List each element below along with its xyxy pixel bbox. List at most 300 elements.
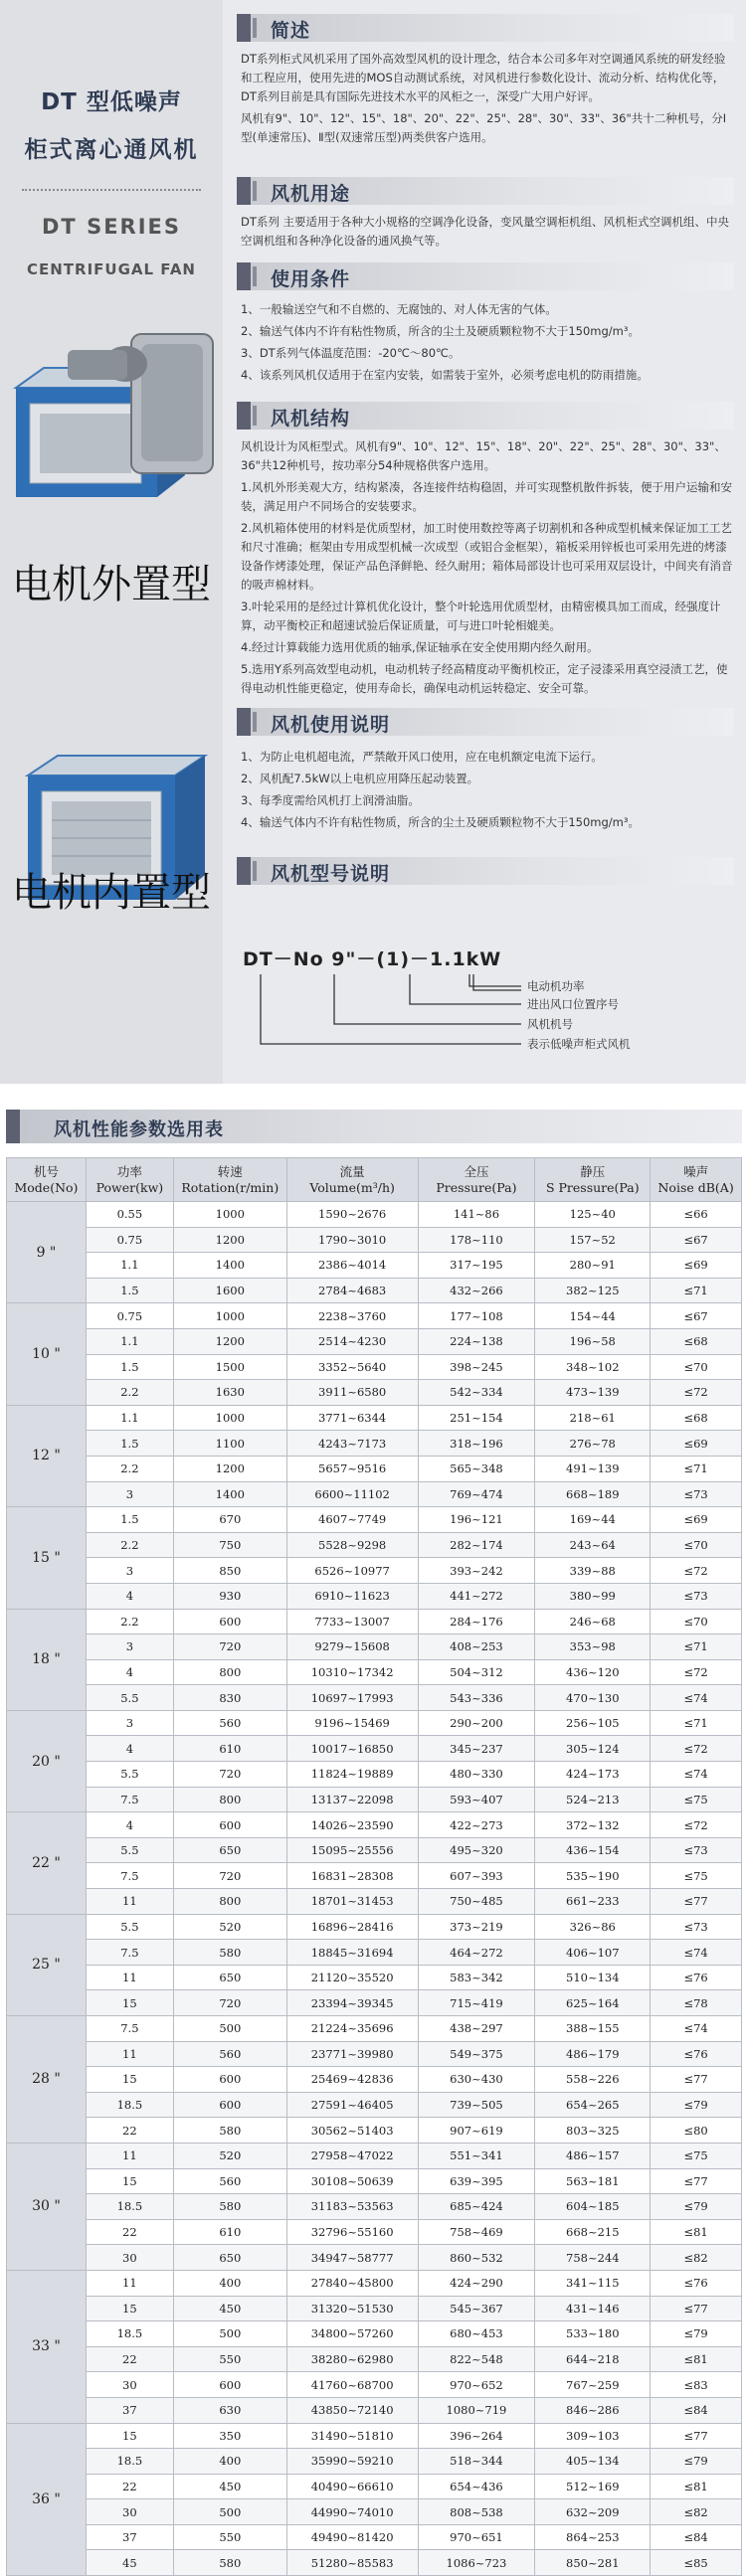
noise-cell: ≤80 (651, 2118, 742, 2144)
model-cell: 18 " (7, 1609, 87, 1710)
volume-cell: 11824~19889 (286, 1762, 418, 1788)
noise-cell: ≤66 (651, 1202, 742, 1228)
static-pressure-cell: 405~134 (535, 2449, 651, 2475)
pressure-cell: 284~176 (418, 1609, 535, 1634)
volume-cell: 5528~9298 (286, 1532, 418, 1558)
static-pressure-cell: 661~233 (535, 1889, 651, 1915)
rotation-cell: 560 (173, 2041, 286, 2067)
model-code-example: DT－No 9"－(1)－1.1kW (243, 948, 502, 970)
power-cell: 30 (86, 2372, 173, 2398)
table-row (7, 1405, 742, 1431)
table-row (7, 1558, 742, 1584)
noise-cell: ≤69 (651, 1431, 742, 1457)
volume-cell: 3911~6580 (286, 1380, 418, 1406)
model-cell: 9 " (7, 1202, 87, 1303)
paragraph: 3.叶轮采用的是经过计算机优化设计，整个叶轮选用优质型材，由精密模具加工而成，经强度计算，动平衡校正和超速试验后保证质量，可与进口叶轮相媲美。 (241, 600, 721, 632)
pressure-cell: 758~469 (418, 2219, 535, 2245)
static-pressure-cell: 169~44 (535, 1507, 651, 1533)
power-cell: 0.75 (86, 1227, 173, 1253)
static-pressure-cell: 372~132 (535, 1812, 651, 1838)
static-pressure-cell: 406~107 (535, 1940, 651, 1966)
volume-cell: 6526~10977 (286, 1558, 418, 1584)
noise-cell: ≤73 (651, 1481, 742, 1507)
noise-cell: ≤75 (651, 1863, 742, 1889)
power-cell: 18.5 (86, 2092, 173, 2118)
pressure-cell: 583~342 (418, 1965, 535, 1990)
table-row (7, 2143, 742, 2168)
table-row (7, 1583, 742, 1609)
power-cell: 22 (86, 2219, 173, 2245)
model-cell: 22 " (7, 1812, 87, 1914)
table-header-row (7, 1158, 742, 1202)
pressure-cell: 1080~719 (418, 2397, 535, 2423)
pressure-cell: 769~474 (418, 1481, 535, 1507)
table-row (7, 1940, 742, 1966)
static-pressure-cell: 280~91 (535, 1253, 651, 1279)
volume-cell: 35990~59210 (286, 2449, 418, 2475)
table-row (7, 2449, 742, 2475)
caption-internal-motor: 电机内置型 (12, 870, 211, 916)
noise-cell: ≤71 (651, 1456, 742, 1481)
table-row (7, 1303, 742, 1329)
noise-cell: ≤69 (651, 1507, 742, 1533)
power-cell: 3 (86, 1558, 173, 1584)
static-pressure-cell: 491~139 (535, 1456, 651, 1481)
static-pressure-cell: 382~125 (535, 1278, 651, 1303)
static-pressure-cell: 305~124 (535, 1736, 651, 1762)
power-cell: 22 (86, 2346, 173, 2372)
static-pressure-cell: 218~61 (535, 1405, 651, 1431)
rotation-cell: 610 (173, 1736, 286, 1762)
pressure-cell: 317~195 (418, 1253, 535, 1279)
volume-cell: 25469~42836 (286, 2067, 418, 2093)
rotation-cell: 560 (173, 2168, 286, 2194)
pressure-cell: 607~393 (418, 1863, 535, 1889)
rotation-cell: 930 (173, 1583, 286, 1609)
volume-cell: 4243~7173 (286, 1431, 418, 1457)
power-cell: 1.5 (86, 1354, 173, 1380)
volume-cell: 21120~35520 (286, 1965, 418, 1990)
caption-external-motor: 电机外置型 (12, 562, 211, 607)
volume-cell: 18845~31694 (286, 1940, 418, 1966)
volume-cell: 1590~2676 (286, 1202, 418, 1228)
volume-cell: 13137~22098 (286, 1787, 418, 1812)
rotation-cell: 720 (173, 1990, 286, 2016)
paragraph: DT系列 主要适用于各种大小规格的空调净化设备，变风量空调柜机组、风机柜式空调机组、中央空调机组和各种净化设备的通风换气等。 (241, 215, 730, 248)
static-pressure-cell: 276~78 (535, 1431, 651, 1457)
paragraph: 5.选用Y系列高效型电动机，电动机转子经高精度动平衡机校正，定子浸漆采用真空浸渍工艺，使得电动机性能更稳定，使用寿命长，确保电动机运转稳定、安全可靠。 (241, 662, 728, 695)
model-cell: 10 " (7, 1303, 87, 1405)
power-cell: 11 (86, 1965, 173, 1990)
rotation-cell: 550 (173, 2346, 286, 2372)
static-pressure-cell: 486~157 (535, 2143, 651, 2168)
header-static-pressure: 静压 S Pressure(Pa) (535, 1158, 651, 1202)
volume-cell: 15095~25556 (286, 1837, 418, 1863)
static-pressure-cell: 512~169 (535, 2474, 651, 2499)
power-cell: 1.5 (86, 1278, 173, 1303)
table-row (7, 1736, 742, 1762)
rotation-cell: 750 (173, 1532, 286, 1558)
pressure-cell: 551~341 (418, 2143, 535, 2168)
power-cell: 7.5 (86, 2016, 173, 2042)
noise-cell: ≤68 (651, 1405, 742, 1431)
table-row (7, 2016, 742, 2042)
table-row (7, 2219, 742, 2245)
section-header-usage (237, 177, 734, 205)
rotation-cell: 720 (173, 1634, 286, 1660)
power-cell: 7.5 (86, 1787, 173, 1812)
power-cell: 11 (86, 2041, 173, 2067)
pressure-cell: 808~538 (418, 2499, 535, 2525)
section-body-intro (241, 50, 733, 150)
model-cell: 25 " (7, 1914, 87, 2015)
power-cell: 0.75 (86, 1303, 173, 1329)
noise-cell: ≤76 (651, 2270, 742, 2296)
table-row (7, 1507, 742, 1533)
table-row (7, 2092, 742, 2118)
static-pressure-cell: 767~259 (535, 2372, 651, 2398)
section-header-model (237, 857, 734, 885)
rotation-cell: 720 (173, 1863, 286, 1889)
pressure-cell: 970~652 (418, 2372, 535, 2398)
power-cell: 7.5 (86, 1863, 173, 1889)
brand-english-subtitle: CENTRIFUGAL FAN (27, 260, 196, 278)
rotation-cell: 400 (173, 2270, 286, 2296)
noise-cell: ≤74 (651, 1762, 742, 1788)
noise-cell: ≤76 (651, 2041, 742, 2067)
paragraph: 3、每季度需给风机打上润滑油脂。 (241, 793, 420, 807)
volume-cell: 41760~68700 (286, 2372, 418, 2398)
table-row (7, 2524, 742, 2550)
pressure-cell: 318~196 (418, 1431, 535, 1457)
pressure-cell: 685~424 (418, 2194, 535, 2220)
static-pressure-cell: 510~134 (535, 1965, 651, 1990)
table-row (7, 2423, 742, 2449)
rotation-cell: 560 (173, 1710, 286, 1736)
rotation-cell: 1200 (173, 1227, 286, 1253)
noise-cell: ≤74 (651, 1940, 742, 1966)
table-row (7, 1431, 742, 1457)
static-pressure-cell: 486~179 (535, 2041, 651, 2067)
power-cell: 1.1 (86, 1328, 173, 1354)
volume-cell: 27840~45800 (286, 2270, 418, 2296)
paragraph: 3、DT系列气体温度范围：-20℃～80℃。 (241, 346, 461, 360)
volume-cell: 3771~6344 (286, 1405, 418, 1431)
volume-cell: 3352~5640 (286, 1354, 418, 1380)
header-rotation: 转速 Rotation(r/min) (173, 1158, 286, 1202)
rotation-cell: 580 (173, 2194, 286, 2220)
noise-cell: ≤71 (651, 1634, 742, 1660)
pressure-cell: 432~266 (418, 1278, 535, 1303)
rotation-cell: 1600 (173, 1278, 286, 1303)
table-row (7, 1354, 742, 1380)
noise-cell: ≤70 (651, 1609, 742, 1634)
power-cell: 0.55 (86, 1202, 173, 1228)
table-row (7, 1787, 742, 1812)
noise-cell: ≤68 (651, 1328, 742, 1354)
paragraph: 2、输送气体内不许有粘性物质，所含的尘土及硬质颗粒物不大于150mg/m³。 (241, 324, 640, 338)
rotation-cell: 650 (173, 1837, 286, 1863)
section-body-usage (241, 213, 733, 254)
pressure-cell: 504~312 (418, 1659, 535, 1685)
volume-cell: 5657~9516 (286, 1456, 418, 1481)
rotation-cell: 600 (173, 1812, 286, 1838)
pressure-cell: 750~485 (418, 1889, 535, 1915)
volume-cell: 7733~13007 (286, 1609, 418, 1634)
paragraph: 2.风机箱体使用的材料是优质型材，加工时使用数控等离子切割机和各种成型机械来保证加工工艺和尺寸准确；框架由专用成型机械一次成型（或铝合金框架），箱板采用锌板也可采用先进的烤漆设备作烤漆处理，保证产品色泽鲜艳、经久耐用；箱体局部设计也可采用双层设计，中间夹有消音的吸声棉材料。 (241, 521, 733, 592)
pressure-cell: 196~121 (418, 1507, 535, 1533)
pressure-cell: 860~532 (418, 2245, 535, 2271)
static-pressure-cell: 668~189 (535, 1481, 651, 1507)
pressure-cell: 178~110 (418, 1227, 535, 1253)
static-pressure-cell: 154~44 (535, 1303, 651, 1329)
noise-cell: ≤77 (651, 2168, 742, 2194)
static-pressure-cell: 353~98 (535, 1634, 651, 1660)
noise-cell: ≤83 (651, 2372, 742, 2398)
noise-cell: ≤79 (651, 2194, 742, 2220)
static-pressure-cell: 157~52 (535, 1227, 651, 1253)
noise-cell: ≤82 (651, 2245, 742, 2271)
volume-cell: 4607~7749 (286, 1507, 418, 1533)
static-pressure-cell: 246~68 (535, 1609, 651, 1634)
model-cell: 28 " (7, 2016, 87, 2144)
rotation-cell: 500 (173, 2016, 286, 2042)
volume-cell: 27591~46405 (286, 2092, 418, 2118)
static-pressure-cell: 604~185 (535, 2194, 651, 2220)
rotation-cell: 580 (173, 2550, 286, 2576)
noise-cell: ≤73 (651, 1914, 742, 1940)
paragraph: 4.经过计算载能力选用优质的轴承,保证轴承在安全使用期内经久耐用。 (241, 640, 599, 654)
noise-cell: ≤72 (651, 1736, 742, 1762)
static-pressure-cell: 125~40 (535, 1202, 651, 1228)
volume-cell: 23394~39345 (286, 1990, 418, 2016)
power-cell: 45 (86, 2550, 173, 2576)
table-row (7, 2474, 742, 2499)
pressure-cell: 373~219 (418, 1914, 535, 1940)
rotation-cell: 350 (173, 2423, 286, 2449)
table-row (7, 2550, 742, 2576)
static-pressure-cell: 243~64 (535, 1532, 651, 1558)
paragraph: DT系列柜式风机采用了国外高效型风机的设计理念，结合本公司多年对空调通风系统的研发经验和工程应用，使用先进的MOS自动测试系统，对风机进行参数化设计、流动分析、结构优化等，DT系列目前是具有国际先进技术水平的风柜之一，深受广大用户好评。 (241, 52, 726, 103)
table-row (7, 1659, 742, 1685)
noise-cell: ≤72 (651, 1659, 742, 1685)
model-cell: 12 " (7, 1405, 87, 1506)
pressure-cell: 480~330 (418, 1762, 535, 1788)
power-cell: 15 (86, 2423, 173, 2449)
pressure-cell: 715~419 (418, 1990, 535, 2016)
power-cell: 15 (86, 2296, 173, 2321)
section-title: 简述 (271, 20, 311, 42)
power-cell: 15 (86, 2067, 173, 2093)
section-body-instructions (241, 748, 733, 835)
volume-cell: 31183~53563 (286, 2194, 418, 2220)
brand-column (0, 0, 223, 1084)
static-pressure-cell: 558~226 (535, 2067, 651, 2093)
rotation-cell: 1000 (173, 1405, 286, 1431)
paragraph: 1、为防止电机超电流，严禁敞开风口使用，应在电机额定电流下运行。 (241, 750, 603, 764)
volume-cell: 2386~4014 (286, 1253, 418, 1279)
noise-cell: ≤77 (651, 2423, 742, 2449)
table-row (7, 1914, 742, 1940)
volume-cell: 14026~23590 (286, 1812, 418, 1838)
noise-cell: ≤72 (651, 1812, 742, 1838)
power-cell: 11 (86, 1889, 173, 1915)
table-row (7, 1889, 742, 1915)
section-body-conditions (241, 300, 733, 388)
table-title: 风机性能参数选用表 (54, 1119, 224, 1140)
power-cell: 3 (86, 1481, 173, 1507)
power-cell: 11 (86, 2270, 173, 2296)
table-row (7, 1609, 742, 1634)
paragraph: 4、输送气体内不许有粘性物质，所含的尘土及硬质颗粒物不大于150mg/m³。 (241, 815, 640, 829)
rotation-cell: 650 (173, 1965, 286, 1990)
pressure-cell: 654~436 (418, 2474, 535, 2499)
brand-title-line2: 柜式离心通风机 (24, 137, 199, 163)
power-cell: 37 (86, 2524, 173, 2550)
noise-cell: ≤72 (651, 1380, 742, 1406)
static-pressure-cell: 339~88 (535, 1558, 651, 1584)
noise-cell: ≤81 (651, 2346, 742, 2372)
noise-cell: ≤77 (651, 1889, 742, 1915)
brand-english-series: DT SERIES (42, 215, 181, 239)
noise-cell: ≤74 (651, 1685, 742, 1711)
power-cell: 1.1 (86, 1253, 173, 1279)
pressure-cell: 251~154 (418, 1405, 535, 1431)
pressure-cell: 565~348 (418, 1456, 535, 1481)
noise-cell: ≤81 (651, 2219, 742, 2245)
noise-cell: ≤78 (651, 1990, 742, 2016)
table-row (7, 1685, 742, 1711)
table-row (7, 2346, 742, 2372)
rotation-cell: 520 (173, 2143, 286, 2168)
catalog-top-section (0, 0, 746, 1084)
volume-cell: 30562~51403 (286, 2118, 418, 2144)
fan-external-motor-image (8, 328, 217, 507)
static-pressure-cell: 632~209 (535, 2499, 651, 2525)
section-title: 风机使用说明 (271, 714, 391, 736)
volume-cell: 31490~51810 (286, 2423, 418, 2449)
section-body-structure (241, 437, 733, 701)
model-code-diagram (243, 964, 720, 1069)
static-pressure-cell: 803~325 (535, 2118, 651, 2144)
pressure-cell: 542~334 (418, 1380, 535, 1406)
table-row (7, 2041, 742, 2067)
rotation-cell: 800 (173, 1659, 286, 1685)
volume-cell: 44990~74010 (286, 2499, 418, 2525)
power-cell: 15 (86, 2168, 173, 2194)
volume-cell: 34947~58777 (286, 2245, 418, 2271)
rotation-cell: 550 (173, 2524, 286, 2550)
dotted-divider (22, 189, 201, 191)
table-row (7, 2296, 742, 2321)
volume-cell: 40490~66610 (286, 2474, 418, 2499)
pressure-cell: 441~272 (418, 1583, 535, 1609)
section-title: 使用条件 (271, 268, 351, 290)
volume-cell: 32796~55160 (286, 2219, 418, 2245)
header-volume: 流量 Volume(m³/h) (286, 1158, 418, 1202)
power-cell: 30 (86, 2499, 173, 2525)
paragraph: 1、一般输送空气和不自燃的、无腐蚀的、对人体无害的气体。 (241, 302, 557, 316)
description-column (223, 0, 746, 1084)
section-title: 风机用途 (271, 183, 351, 205)
volume-cell: 6600~11102 (286, 1481, 418, 1507)
static-pressure-cell: 524~213 (535, 1787, 651, 1812)
noise-cell: ≤77 (651, 2296, 742, 2321)
volume-cell: 51280~85583 (286, 2550, 418, 2576)
power-cell: 5.5 (86, 1685, 173, 1711)
paragraph: 4、该系列风机仅适用于在室内安装，如需装于室外，必须考虑电机的防雨措施。 (241, 368, 649, 382)
brand-title-line1: DT 型低噪声 (41, 89, 182, 115)
static-pressure-cell: 348~102 (535, 1354, 651, 1380)
volume-cell: 9196~15469 (286, 1710, 418, 1736)
table-row (7, 1227, 742, 1253)
section-title: 风机型号说明 (271, 863, 391, 885)
rotation-cell: 1100 (173, 1431, 286, 1457)
rotation-cell: 850 (173, 1558, 286, 1584)
volume-cell: 16831~28308 (286, 1863, 418, 1889)
pressure-cell: 1086~723 (418, 2550, 535, 2576)
rotation-cell: 400 (173, 2449, 286, 2475)
model-cell: 33 " (7, 2270, 87, 2423)
table-row (7, 2118, 742, 2144)
legend-fan-type: 表示低噪声柜式风机 (527, 1037, 631, 1051)
rotation-cell: 1630 (173, 1380, 286, 1406)
noise-cell: ≤82 (651, 2499, 742, 2525)
pressure-cell: 970~651 (418, 2524, 535, 2550)
legend-outlet-position: 进出风口位置序号 (527, 997, 619, 1011)
performance-table-body (7, 1202, 742, 2576)
rotation-cell: 580 (173, 2118, 286, 2144)
static-pressure-cell: 535~190 (535, 1863, 651, 1889)
table-row (7, 2270, 742, 2296)
paragraph: 风机设计为风柜型式。风机有9"、10"、12"、15"、18"、20"、22"、25"、28"、30"、33"、36"共12种机号，按功率分54种规格供客户选用。 (241, 439, 726, 472)
pressure-cell: 408~253 (418, 1634, 535, 1660)
power-cell: 3 (86, 1634, 173, 1660)
power-cell: 30 (86, 2245, 173, 2271)
rotation-cell: 1200 (173, 1328, 286, 1354)
table-row (7, 2397, 742, 2423)
volume-cell: 10017~16850 (286, 1736, 418, 1762)
pressure-cell: 393~242 (418, 1558, 535, 1584)
header-pressure: 全压 Pressure(Pa) (418, 1158, 535, 1202)
table-row (7, 1634, 742, 1660)
performance-table (6, 1157, 742, 2576)
static-pressure-cell: 436~120 (535, 1659, 651, 1685)
noise-cell: ≤70 (651, 1532, 742, 1558)
rotation-cell: 500 (173, 2321, 286, 2347)
model-cell: 20 " (7, 1710, 87, 1811)
static-pressure-cell: 850~281 (535, 2550, 651, 2576)
power-cell: 7.5 (86, 1940, 173, 1966)
noise-cell: ≤79 (651, 2449, 742, 2475)
volume-cell: 34800~57260 (286, 2321, 418, 2347)
pressure-cell: 422~273 (418, 1812, 535, 1838)
volume-cell: 10310~17342 (286, 1659, 418, 1685)
power-cell: 4 (86, 1812, 173, 1838)
volume-cell: 18701~31453 (286, 1889, 418, 1915)
rotation-cell: 1400 (173, 1253, 286, 1279)
noise-cell: ≤71 (651, 1278, 742, 1303)
volume-cell: 2238~3760 (286, 1303, 418, 1329)
static-pressure-cell: 436~154 (535, 1837, 651, 1863)
noise-cell: ≤74 (651, 2016, 742, 2042)
power-cell: 2.2 (86, 1609, 173, 1634)
power-cell: 4 (86, 1736, 173, 1762)
table-row (7, 1532, 742, 1558)
pressure-cell: 545~367 (418, 2296, 535, 2321)
noise-cell: ≤73 (651, 1837, 742, 1863)
rotation-cell: 830 (173, 1685, 286, 1711)
